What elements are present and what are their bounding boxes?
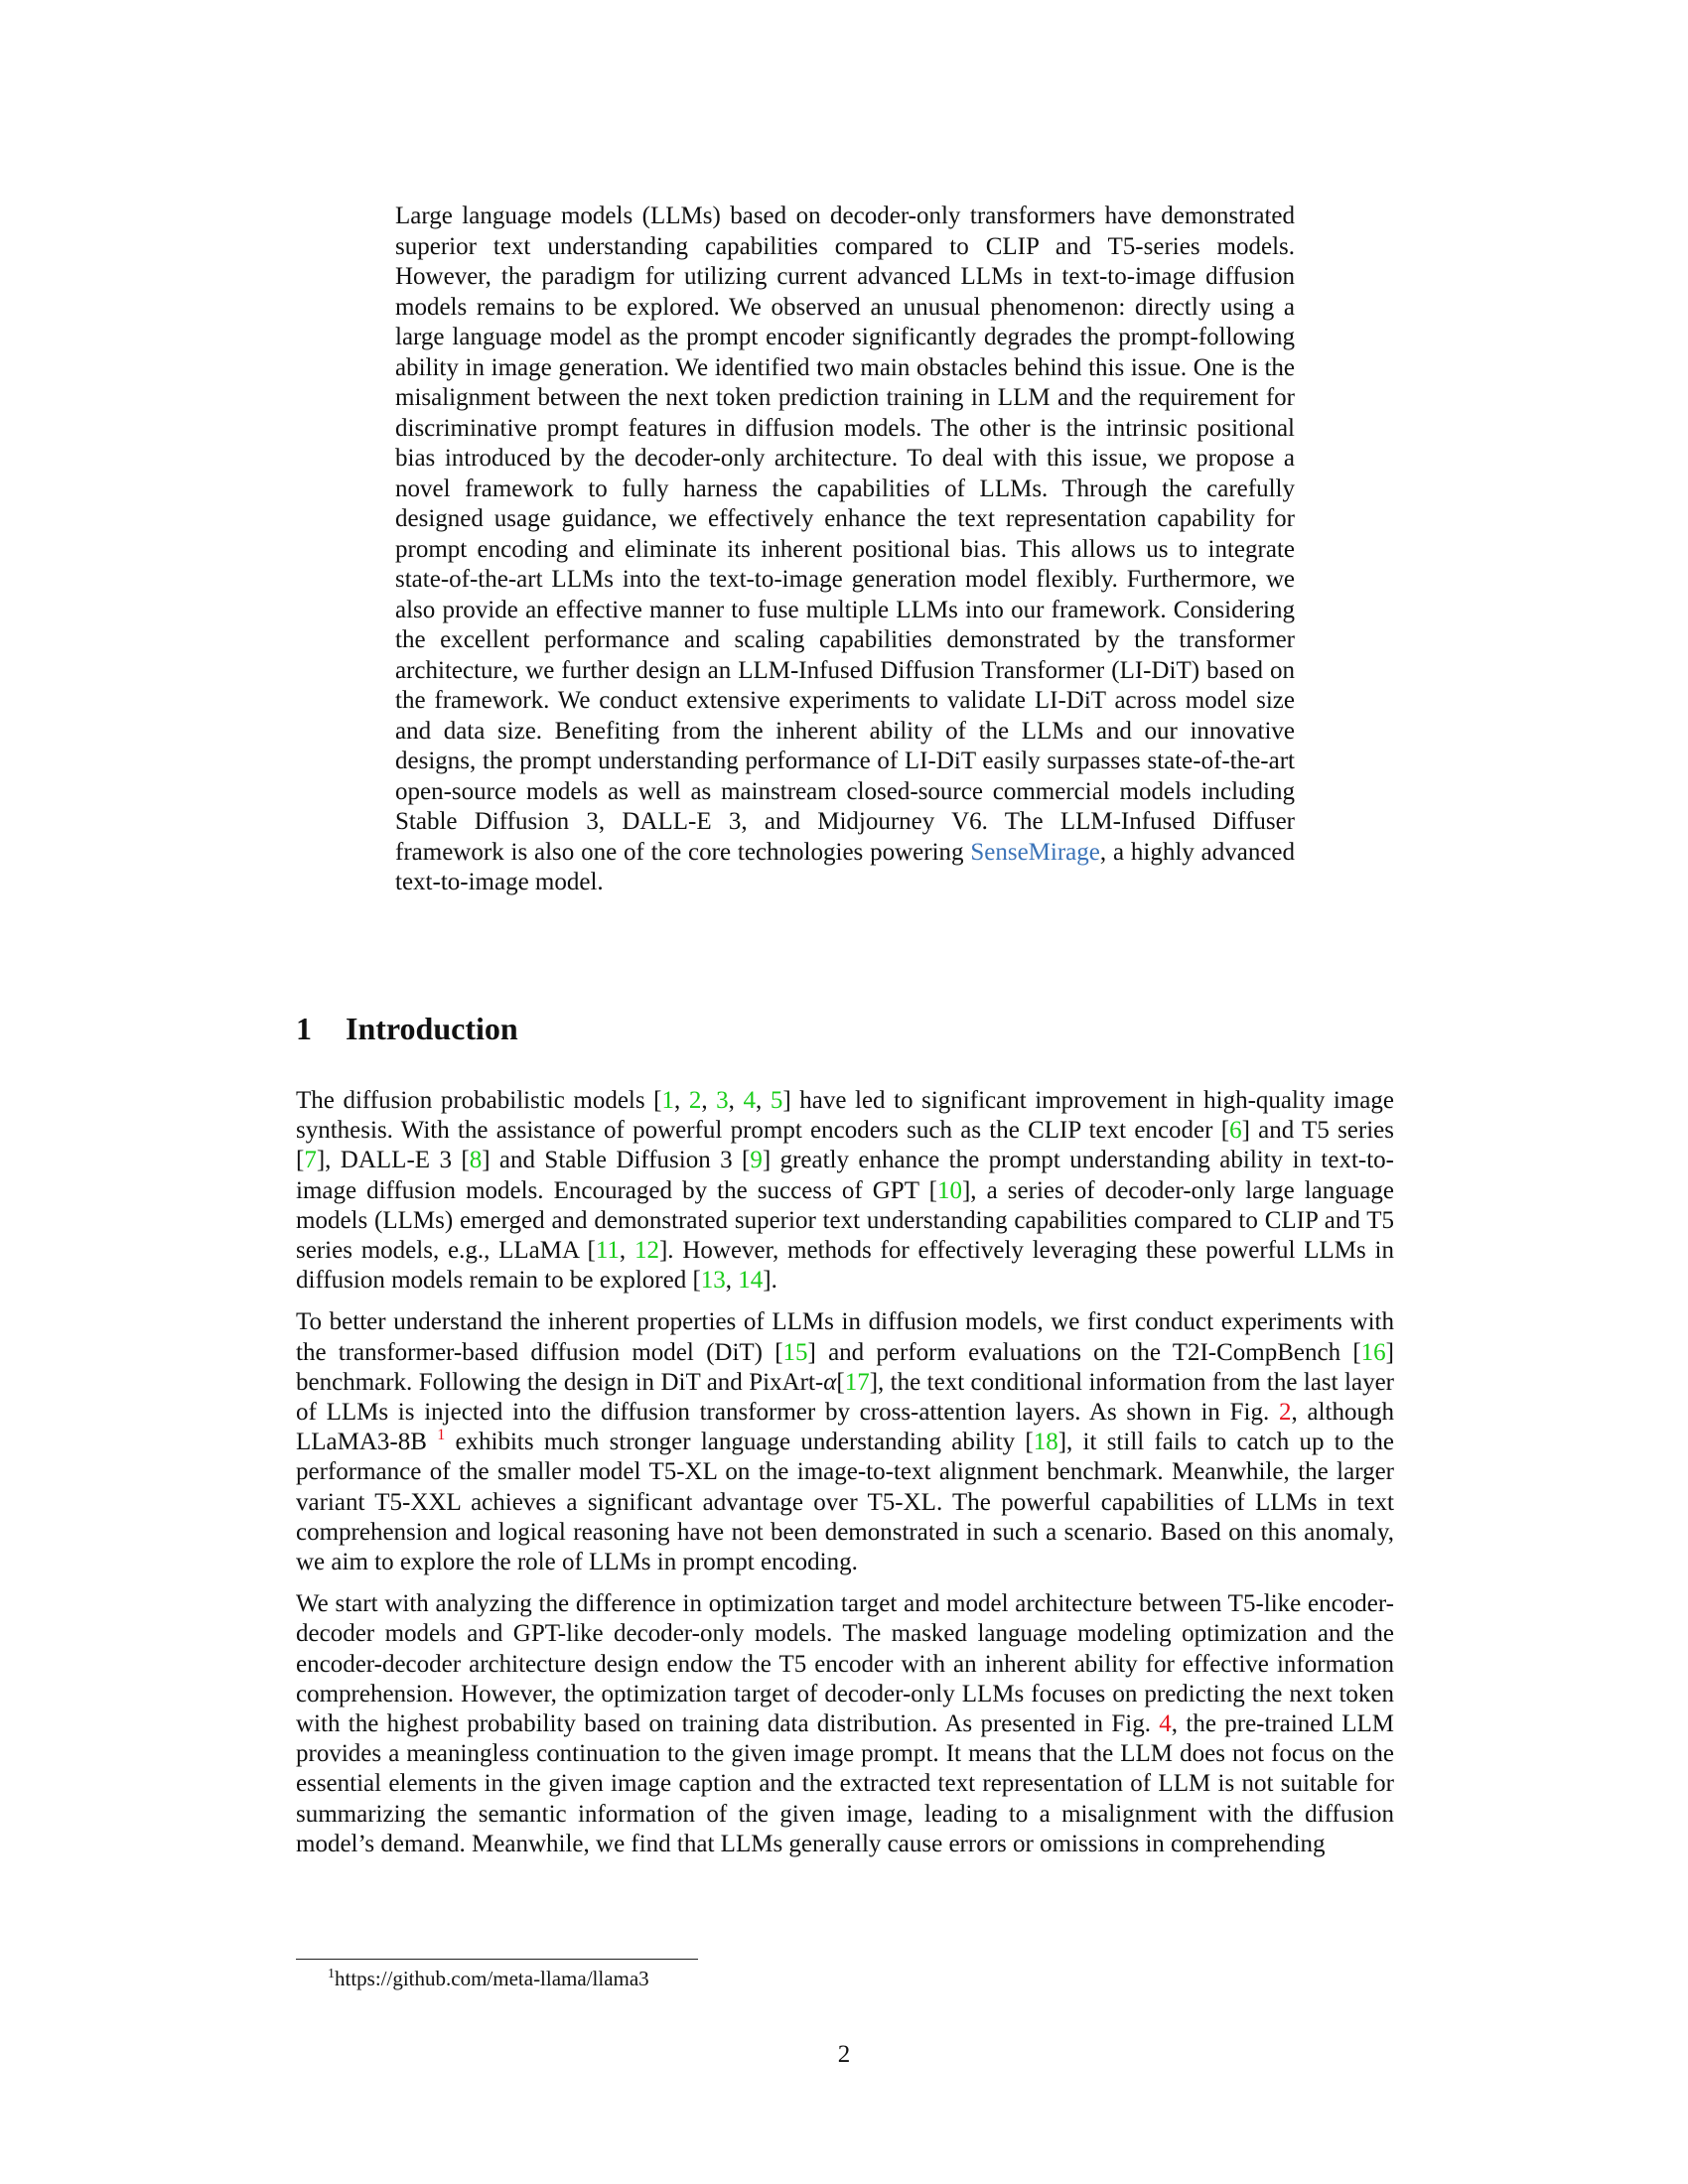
text: exhibits much stronger language understanding ability [ xyxy=(445,1429,1034,1456)
section-title: Introduction xyxy=(346,1011,518,1046)
citation-link[interactable]: 3 xyxy=(716,1087,729,1114)
footnote xyxy=(328,1966,649,1991)
text: ]. xyxy=(763,1267,777,1295)
citation-link[interactable]: 10 xyxy=(936,1176,962,1204)
text: , the pre-trained LLM provides a meaningless continuation to the given image prompt. It means that the LLM does not focus on the essential elements in the given image caption and the extracted text representation of LLM is not suitable for summarizing the semantic information of the given image, leading to a misalignment with the diffusion model’s demand. Meanwhile, we find that LLMs generally cause errors or omissions in comprehending xyxy=(296,1710,1395,1857)
intro-paragraph-3 xyxy=(296,1589,1394,1859)
text: ] and Stable Diffusion 3 [ xyxy=(482,1147,751,1174)
footnote-url[interactable]: https://github.com/meta-llama/llama3 xyxy=(335,1967,649,1990)
citation-link[interactable]: 15 xyxy=(782,1338,808,1366)
text: ] greatly enhance the prompt understanding ability in text-to-image diffusion models. Encouraged by the success of GPT [ xyxy=(296,1147,1395,1204)
citation-link[interactable]: 9 xyxy=(750,1147,763,1174)
text: , xyxy=(701,1087,717,1114)
text: ], a series of decoder-only large language models (LLMs) emerged and demonstrated superior text understanding capabilities compared to CLIP and T5 series models, e.g., LLaMA [ xyxy=(296,1176,1394,1265)
text: ]. However, methods for effectively leveraging these powerful LLMs in diffusion models remain to be explored [ xyxy=(296,1237,1395,1295)
citation-link[interactable]: 2 xyxy=(688,1087,702,1114)
abstract-paragraph xyxy=(395,202,1295,898)
text: To better understand the inherent properties of LLMs in diffusion models, we first conduct experiments with the transformer-based diffusion model (DiT) [ xyxy=(296,1308,1394,1366)
text: We start with analyzing the difference in optimization target and model architecture between T5-like encoder-decoder models and GPT-like decoder-only models. The masked language modeling optimization and the encoder-decoder architecture design endow the T5 encoder with an inherent ability for effective information comprehension. However, the optimization target of decoder-only LLMs focuses on predicting the next token with the highest probability based on training data distribution. As presented in Fig. xyxy=(296,1590,1394,1738)
text: [ xyxy=(836,1368,845,1396)
figure-ref-link[interactable]: 2 xyxy=(1279,1399,1292,1427)
abstract-text-end: , a highly advanced text-to-image model. xyxy=(395,838,1296,895)
citation-link[interactable]: 16 xyxy=(1360,1338,1386,1366)
text: ] and T5 series [ xyxy=(296,1117,1394,1174)
text: ], the text conditional information from the last layer of LLMs is injected into the diffusion transformer by cross-attention layers. As shown in Fig. xyxy=(296,1368,1394,1427)
abstract xyxy=(395,202,1295,898)
text: , although LLaMA3-8B xyxy=(296,1399,1394,1456)
text: ] benchmark. Following the design in DiT and PixArt- xyxy=(296,1338,1394,1396)
citation-link[interactable]: 12 xyxy=(633,1237,659,1265)
text: ], DALL-E 3 [ xyxy=(316,1147,470,1174)
citation-link[interactable]: 4 xyxy=(743,1087,756,1114)
citation-link[interactable]: 1 xyxy=(661,1087,675,1114)
footnote-divider xyxy=(296,1959,698,1960)
sensemirage-link[interactable]: SenseMirage xyxy=(970,838,1100,866)
citation-link[interactable]: 6 xyxy=(1229,1117,1242,1145)
citation-link[interactable]: 17 xyxy=(844,1368,870,1396)
citation-link[interactable]: 5 xyxy=(770,1087,783,1114)
text: , xyxy=(756,1087,771,1114)
text: ] and perform evaluations on the T2I-CompBench [ xyxy=(807,1338,1361,1366)
text: , xyxy=(619,1237,634,1265)
text: , xyxy=(725,1267,739,1295)
footnote-mark-link[interactable]: 1 xyxy=(437,1427,446,1444)
text: , xyxy=(674,1087,689,1114)
text: The diffusion probabilistic models [ xyxy=(296,1087,662,1114)
footnote-number: 1 xyxy=(328,1967,335,1981)
citation-link[interactable]: 14 xyxy=(738,1267,764,1295)
text: ], it still fails to catch up to the performance of the smaller model T5-XL on the image-to-text alignment benchmark. Meanwhile, the larger variant T5-XXL achieves a significant advantage over T5-XL. The powerful capabilities of LLMs in text comprehension and logical reasoning have not been demonstrated in such a scenario. Based on this anomaly, we aim to explore the role of LLMs in prompt encoding. xyxy=(296,1429,1394,1576)
citation-link[interactable]: 8 xyxy=(469,1147,483,1174)
citation-link[interactable]: 13 xyxy=(700,1267,726,1295)
citation-link[interactable]: 7 xyxy=(304,1147,317,1174)
abstract-text: Large language models (LLMs) based on decoder-only transformers have demonstrated superior text understanding capabilities compared to CLIP and T5-series models. However, the paradigm for utilizing current advanced LLMs in text-to-image diffusion models remains to be explored. We observed an unusual phenomenon: directly using a large language model as the prompt encoder significantly degrades the prompt-following ability in image generation. We identified two main obstacles behind this issue. One is the misalignment between the next token prediction training in LLM and the requirement for discriminative prompt features in diffusion models. The other is the intrinsic positional bias introduced by the decoder-only architecture. To deal with this issue, we propose a novel framework to fully harness the capabilities of LLMs. Through the carefully designed usage guidance, we effectively enhance the text representation capability for prompt encoding and eliminate its inherent positional bias. This allows us to integrate state-of-the-art LLMs into the text-to-image generation model flexibly. Furthermore, we also provide an effective manner to fuse multiple LLMs into our framework. Considering the excellent performance and scaling capabilities demonstrated by the transformer architecture, we further design an LLM-Infused Diffusion Transformer (LI-DiT) based on the framework. We conduct extensive experiments to validate LI-DiT across model size and data size. Benefiting from the inherent ability of the LLMs and our innovative designs, the prompt understanding performance of LI-DiT easily surpasses state-of-the-art open-source models as well as mainstream closed-source commercial models including Stable Diffusion 3, DALL-E 3, and Midjourney V6. The LLM-Infused Diffuser framework is also one of the core technologies powering xyxy=(395,203,1295,866)
citation-link[interactable]: 11 xyxy=(595,1237,620,1265)
section-number: 1 xyxy=(296,1011,312,1046)
introduction-body xyxy=(296,1086,1394,1871)
text: ] have led to significant improvement in high-quality image synthesis. With the assistance of powerful prompt encoders such as the CLIP text encoder [ xyxy=(296,1087,1394,1145)
intro-paragraph-1 xyxy=(296,1086,1394,1296)
alpha-symbol: α xyxy=(823,1368,837,1396)
page-number: 2 xyxy=(837,2041,851,2068)
section-heading-introduction xyxy=(296,1009,518,1048)
text: , xyxy=(728,1087,744,1114)
intro-paragraph-2 xyxy=(296,1307,1394,1577)
figure-ref-link[interactable]: 4 xyxy=(1159,1710,1172,1738)
citation-link[interactable]: 18 xyxy=(1033,1429,1058,1456)
